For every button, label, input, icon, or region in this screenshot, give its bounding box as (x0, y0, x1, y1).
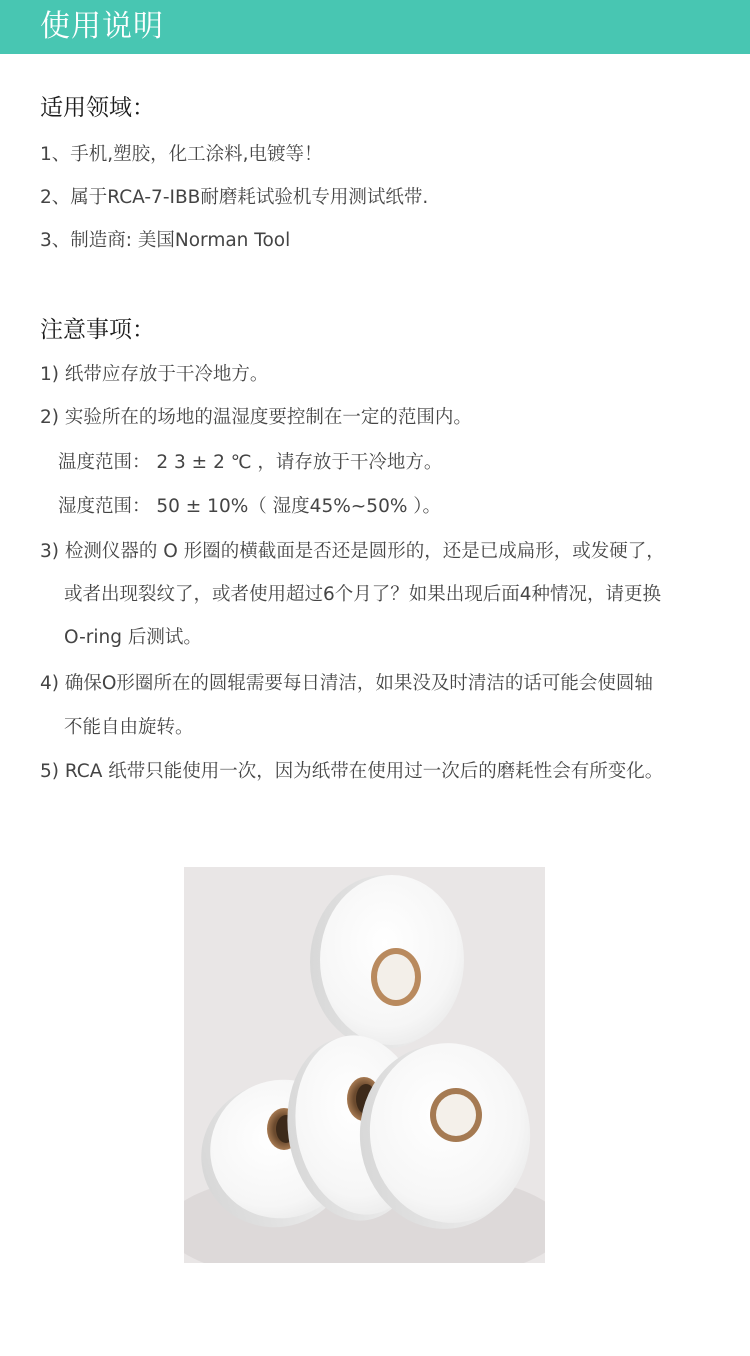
note-line: 4) 确保O形圈所在的圆辊需要每日清洁，如果没及时清洁的话可能会使圆轴 (40, 673, 653, 694)
header-bar (0, 0, 750, 54)
product-photo (184, 867, 545, 1263)
note-line: 湿度范围： 50 ± 10%（ 湿度45%~50% ）。 (58, 496, 442, 517)
note-line: 或者出现裂纹了，或者使用超过6个月了？如果出现后面4种情况，请更换 (64, 584, 662, 605)
scope-item: 3、制造商: 美国Norman Tool (40, 230, 291, 251)
note-line: 1) 纸带应存放于干冷地方。 (40, 364, 269, 385)
notes-heading: 注意事项： (40, 317, 155, 343)
scope-heading: 适用领域： (40, 95, 155, 121)
note-line: 5) RCA 纸带只能使用一次，因为纸带在使用过一次后的磨耗性会有所变化。 (40, 761, 664, 782)
scope-item: 2、属于RCA-7-IBB耐磨耗试验机专用测试纸带. (40, 187, 429, 208)
page-title: 使用说明 (40, 9, 164, 44)
note-line: 不能自由旋转。 (64, 717, 194, 738)
tape-rolls-image (184, 867, 545, 1263)
note-line: 温度范围： 2 3 ± 2 ℃ ，请存放于干冷地方。 (58, 452, 443, 473)
note-line: O-ring 后测试。 (64, 627, 202, 648)
note-line: 2) 实验所在的场地的温湿度要控制在一定的范围内。 (40, 407, 472, 428)
scope-item: 1、手机,塑胶，化工涂料,电镀等！ (40, 144, 323, 165)
note-line: 3) 检测仪器的 O 形圈的横截面是否还是圆形的，还是已成扁形，或发硬了， (40, 541, 665, 562)
